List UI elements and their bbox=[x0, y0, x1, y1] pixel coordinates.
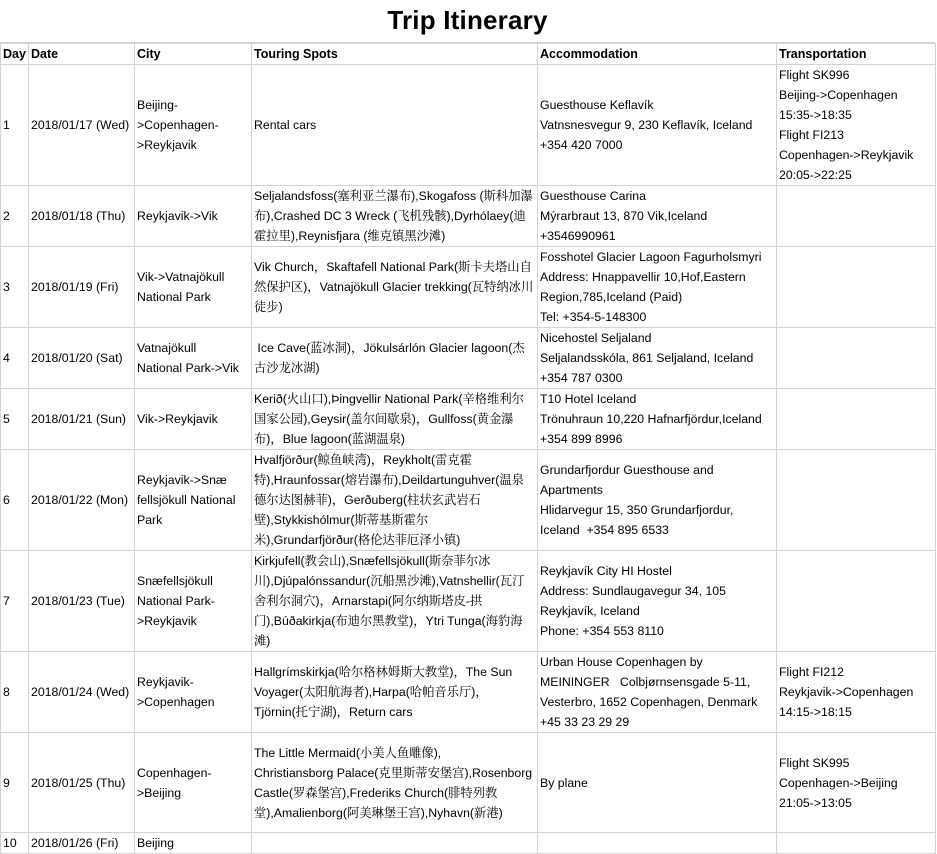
transport-cell[interactable]: Flight SK996 Beijing->Copenhagen 15:35->18:35 Flight FI213 Copenhagen->Reykjavik 20:05->22:25 bbox=[777, 65, 936, 186]
transport-cell[interactable]: Flight SK995 Copenhagen->Beijing 21:05->13:05 bbox=[777, 733, 936, 833]
city-cell[interactable]: Beijing bbox=[135, 833, 252, 854]
transport-cell[interactable]: Flight FI212 Reykjavik->Copenhagen 14:15->18:15 bbox=[777, 652, 936, 733]
date-cell[interactable]: 2018/01/20 (Sat) bbox=[29, 328, 135, 389]
date-cell[interactable]: 2018/01/24 (Wed) bbox=[29, 652, 135, 733]
spots-cell[interactable]: Vik Church，Skaftafell National Park(斯卡夫塔山自然保护区)，Vatnajökull Glacier trekking(瓦特纳冰川徒步) bbox=[252, 247, 538, 328]
day-cell[interactable]: 6 bbox=[1, 450, 29, 551]
spots-cell[interactable]: Seljalandsfoss(塞利亚兰瀑布),Skogafoss (斯科加瀑布),Crashed DC 3 Wreck (飞机残骸),Dyrhólaey(迪霍拉里),Reynisfjara (维克镇黑沙滩) bbox=[252, 186, 538, 247]
spots-cell[interactable]: Kirkjufell(教会山),Snæfellsjökull(斯奈菲尔冰川),Djúpalónssandur(沉船黑沙滩),Vatnshellir(瓦汀舍利尔洞穴)，Arnarstapi(阿尔纳斯塔皮-拱门),Búðakirkja(布迪尔黑教堂)，Ytri Tunga(海豹海滩) bbox=[252, 551, 538, 652]
itinerary-table bbox=[0, 43, 936, 854]
accommodation-cell[interactable]: Guesthouse Carina Mýrarbraut 13, 870 Vik,Iceland +3546990961 bbox=[538, 186, 777, 247]
date-cell[interactable]: 2018/01/22 (Mon) bbox=[29, 450, 135, 551]
header-city[interactable]: City bbox=[135, 44, 252, 65]
table-row bbox=[1, 450, 936, 551]
day-cell[interactable]: 5 bbox=[1, 389, 29, 450]
transport-cell[interactable] bbox=[777, 450, 936, 551]
day-cell[interactable]: 10 bbox=[1, 833, 29, 854]
table-row bbox=[1, 65, 936, 186]
header-touring-spots[interactable]: Touring Spots bbox=[252, 44, 538, 65]
day-cell[interactable]: 1 bbox=[1, 65, 29, 186]
date-cell[interactable]: 2018/01/26 (Fri) bbox=[29, 833, 135, 854]
date-cell[interactable]: 2018/01/19 (Fri) bbox=[29, 247, 135, 328]
accommodation-cell[interactable]: Urban House Copenhagen by MEININGER Colbjørnsensgade 5-11, Vesterbro, 1652 Copenhagen, Denmark +45 33 23 29 29 bbox=[538, 652, 777, 733]
city-cell[interactable]: Copenhagen- >Beijing bbox=[135, 733, 252, 833]
city-cell[interactable]: Reykjavik->Snæ fellsjökull National Park bbox=[135, 450, 252, 551]
accommodation-cell[interactable]: Guesthouse Keflavík Vatnsnesvegur 9, 230 Keflavík, Iceland +354 420 7000 bbox=[538, 65, 777, 186]
table-row bbox=[1, 652, 936, 733]
day-cell[interactable]: 3 bbox=[1, 247, 29, 328]
accommodation-cell[interactable]: T10 Hotel Iceland Trönuhraun 10,220 Hafnarfjördur,Iceland +354 899 8996 bbox=[538, 389, 777, 450]
city-cell[interactable]: Vatnajökull National Park->Vik bbox=[135, 328, 252, 389]
table-row bbox=[1, 733, 936, 833]
table-row bbox=[1, 328, 936, 389]
spots-cell[interactable]: Hallgrímskirkja(哈尔格林姆斯大教堂)，The Sun Voyager(太阳航海者),Harpa(哈帕音乐厅)，Tjörnin(托宁湖)，Return cars bbox=[252, 652, 538, 733]
city-cell[interactable]: Vik->Vatnajökull National Park bbox=[135, 247, 252, 328]
spots-cell[interactable]: The Little Mermaid(小美人鱼雕像), Christiansborg Palace(克里斯蒂安堡宫),Rosenborg Castle(罗森堡宫),Frederiks Church(腓特列教堂),Amalienborg(阿美琳堡王宫),Nyhavn(新港) bbox=[252, 733, 538, 833]
transport-cell[interactable] bbox=[777, 328, 936, 389]
city-cell[interactable]: Reykjavik->Vik bbox=[135, 186, 252, 247]
table-row bbox=[1, 186, 936, 247]
accommodation-cell[interactable]: Fosshotel Glacier Lagoon Fagurholsmyri Address: Hnappavellir 10,Hof,Eastern Region,785,Iceland (Paid) Tel: +354-5-148300 bbox=[538, 247, 777, 328]
title-row bbox=[0, 0, 935, 43]
header-date[interactable]: Date bbox=[29, 44, 135, 65]
spots-cell[interactable]: Kerið(火山口),Þingvellir National Park(辛格维利尔国家公园),Geysir(盖尔间歇泉)，Gullfoss(黄金瀑布)，Blue lagoon(蓝湖温泉) bbox=[252, 389, 538, 450]
spots-cell[interactable]: Ice Cave(蓝冰洞)，Jökulsárlón Glacier lagoon(杰古沙龙冰湖) bbox=[252, 328, 538, 389]
transport-cell[interactable] bbox=[777, 833, 936, 854]
transport-cell[interactable] bbox=[777, 186, 936, 247]
day-cell[interactable]: 9 bbox=[1, 733, 29, 833]
accommodation-cell[interactable]: Reykjavík City HI Hostel Address: Sundlaugavegur 34, 105 Reykjavík, Iceland Phone: +354 553 8110 bbox=[538, 551, 777, 652]
table-row bbox=[1, 551, 936, 652]
date-cell[interactable]: 2018/01/21 (Sun) bbox=[29, 389, 135, 450]
accommodation-cell[interactable]: Nicehostel Seljaland Seljalandsskóla, 861 Seljaland, Iceland +354 787 0300 bbox=[538, 328, 777, 389]
table-row bbox=[1, 389, 936, 450]
date-cell[interactable]: 2018/01/23 (Tue) bbox=[29, 551, 135, 652]
date-cell[interactable]: 2018/01/18 (Thu) bbox=[29, 186, 135, 247]
header-row bbox=[1, 44, 936, 65]
accommodation-cell[interactable] bbox=[538, 833, 777, 854]
day-cell[interactable]: 7 bbox=[1, 551, 29, 652]
city-cell[interactable]: Reykjavik- >Copenhagen bbox=[135, 652, 252, 733]
day-cell[interactable]: 2 bbox=[1, 186, 29, 247]
page-title: Trip Itinerary bbox=[387, 5, 548, 35]
date-cell[interactable]: 2018/01/25 (Thu) bbox=[29, 733, 135, 833]
spots-cell[interactable] bbox=[252, 833, 538, 854]
day-cell[interactable]: 4 bbox=[1, 328, 29, 389]
transport-cell[interactable] bbox=[777, 551, 936, 652]
day-cell[interactable]: 8 bbox=[1, 652, 29, 733]
header-day[interactable]: Day bbox=[1, 44, 29, 65]
table-row bbox=[1, 247, 936, 328]
table-row bbox=[1, 833, 936, 854]
transport-cell[interactable] bbox=[777, 389, 936, 450]
city-cell[interactable]: Snæfellsjökull National Park- >Reykjavik bbox=[135, 551, 252, 652]
date-cell[interactable]: 2018/01/17 (Wed) bbox=[29, 65, 135, 186]
header-accommodation[interactable]: Accommodation bbox=[538, 44, 777, 65]
accommodation-cell[interactable]: Grundarfjordur Guesthouse and Apartments Hlidarvegur 15, 350 Grundarfjordur, Iceland +354 895 6533 bbox=[538, 450, 777, 551]
transport-cell[interactable] bbox=[777, 247, 936, 328]
city-cell[interactable]: Beijing- >Copenhagen- >Reykjavik bbox=[135, 65, 252, 186]
accommodation-cell[interactable]: By plane bbox=[538, 733, 777, 833]
city-cell[interactable]: Vik->Reykjavik bbox=[135, 389, 252, 450]
spots-cell[interactable]: Hvalfjörður(鲸鱼峡湾)，Reykholt(雷克霍特),Hraunfossar(熔岩瀑布),Deildartunguhver(温泉德尔达图赫菲)，Gerðuberg(柱状玄武岩石壁),Stykkishólmur(斯蒂基斯霍尔米),Grundarfjörður(格伦达菲厄泽小镇) bbox=[252, 450, 538, 551]
spots-cell[interactable]: Rental cars bbox=[252, 65, 538, 186]
header-transportation[interactable]: Transportation bbox=[777, 44, 936, 65]
